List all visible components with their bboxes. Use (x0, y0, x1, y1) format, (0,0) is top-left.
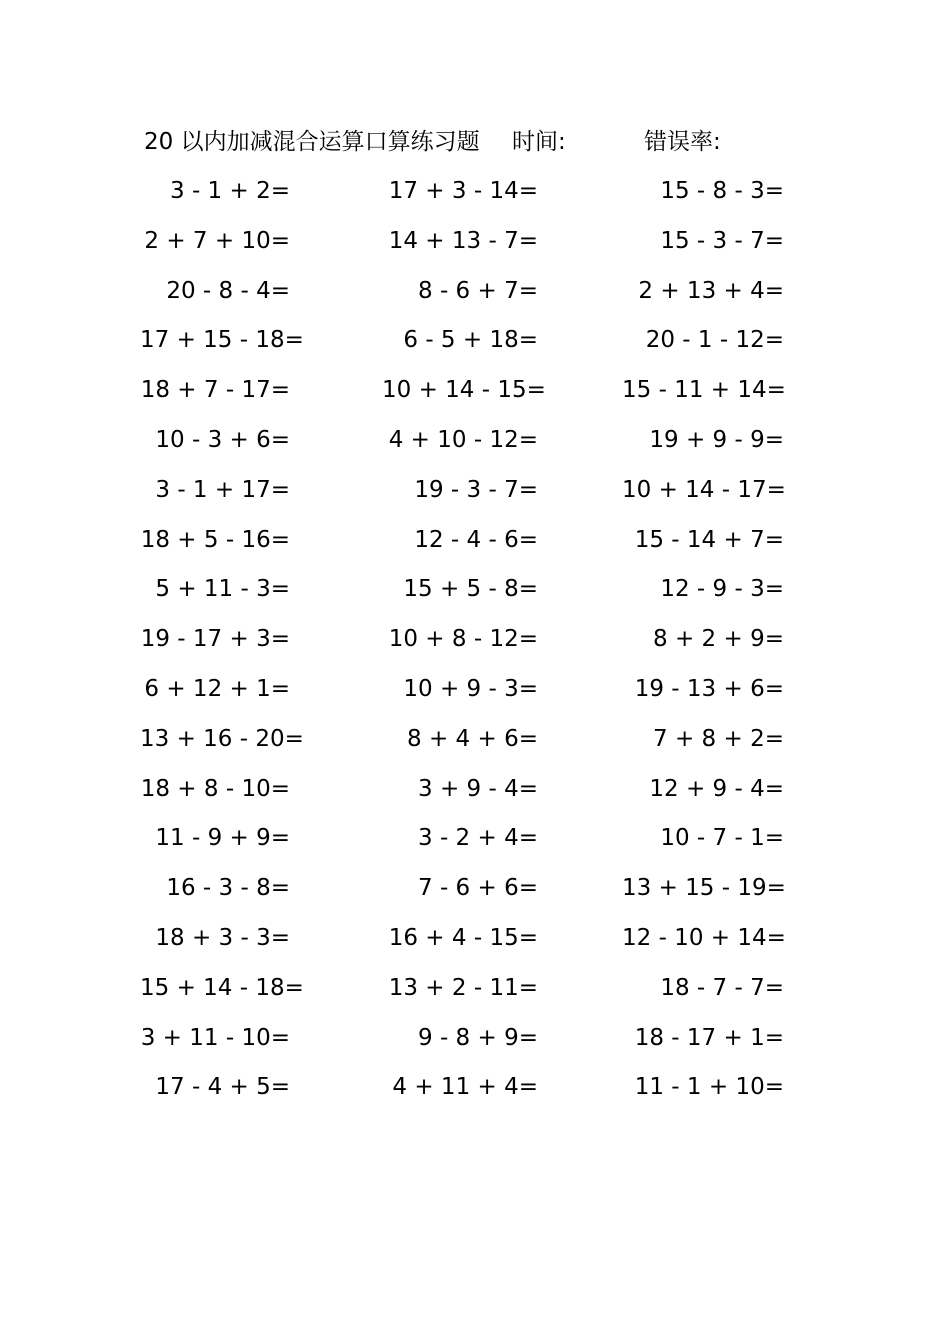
math-problem: 15 + 5 - 8= (403, 576, 538, 603)
math-problem: 12 + 9 - 4= (649, 775, 784, 802)
error-rate-label: 错误率: (644, 129, 721, 155)
math-problem: 16 - 3 - 8= (166, 875, 290, 902)
math-problem: 6 + 12 + 1= (144, 675, 290, 702)
math-problem: 3 - 2 + 4= (418, 825, 538, 852)
math-problem: 15 - 11 + 14= (622, 377, 786, 404)
math-problem: 17 + 15 - 18= (140, 327, 304, 354)
math-problem: 11 - 9 + 9= (155, 825, 290, 852)
math-problem: 6 - 5 + 18= (403, 327, 538, 354)
math-problem: 13 + 16 - 20= (140, 725, 304, 752)
math-problem: 18 + 8 - 10= (140, 775, 290, 802)
math-problem: 19 - 13 + 6= (634, 675, 784, 702)
math-problem: 3 - 1 + 17= (155, 476, 290, 503)
math-problem: 18 - 17 + 1= (634, 1024, 784, 1051)
math-problem: 7 - 6 + 6= (418, 875, 538, 902)
math-problem: 18 + 7 - 17= (140, 377, 290, 404)
math-problem: 11 - 1 + 10= (634, 1074, 784, 1101)
math-problem: 8 + 4 + 6= (407, 725, 538, 752)
problem-column-1 (140, 172, 304, 1118)
worksheet-header (144, 124, 721, 160)
math-problem: 15 - 3 - 7= (660, 227, 784, 254)
problem-column-3 (622, 172, 784, 1118)
math-problem: 19 - 17 + 3= (140, 626, 290, 653)
math-problem: 14 + 13 - 7= (388, 227, 538, 254)
math-problem: 18 - 7 - 7= (660, 974, 784, 1001)
math-problem: 19 - 3 - 7= (414, 476, 538, 503)
math-problem: 20 - 1 - 12= (645, 327, 784, 354)
math-problem: 17 - 4 + 5= (155, 1074, 290, 1101)
math-problem: 8 + 2 + 9= (653, 626, 784, 653)
math-problem: 10 - 3 + 6= (155, 426, 290, 453)
math-problem: 15 + 14 - 18= (140, 974, 304, 1001)
math-problem: 19 + 9 - 9= (649, 426, 784, 453)
math-problem: 5 + 11 - 3= (155, 576, 290, 603)
math-problem: 10 + 14 - 15= (382, 377, 546, 404)
math-problem: 18 + 5 - 16= (140, 526, 290, 553)
math-problem: 9 - 8 + 9= (418, 1024, 538, 1051)
problem-column-2 (382, 172, 546, 1118)
math-problem: 13 + 15 - 19= (622, 875, 786, 902)
math-problem: 17 + 3 - 14= (388, 178, 538, 204)
math-problem: 7 + 8 + 2= (653, 725, 784, 752)
math-problem: 10 + 14 - 17= (622, 476, 786, 503)
math-problem: 3 - 1 + 2= (170, 178, 290, 204)
math-problem: 20 - 8 - 4= (166, 277, 290, 304)
math-problem: 13 + 2 - 11= (388, 974, 538, 1001)
math-problem: 3 + 11 - 10= (140, 1024, 290, 1051)
math-problem: 15 - 8 - 3= (660, 178, 784, 204)
math-problem: 18 + 3 - 3= (155, 924, 290, 951)
math-problem: 15 - 14 + 7= (634, 526, 784, 553)
math-problem: 4 + 10 - 12= (388, 426, 538, 453)
math-problem: 4 + 11 + 4= (392, 1074, 538, 1101)
math-problem: 2 + 7 + 10= (144, 227, 290, 254)
math-problem: 12 - 4 - 6= (414, 526, 538, 553)
math-problem: 12 - 9 - 3= (660, 576, 784, 603)
math-problem: 8 - 6 + 7= (418, 277, 538, 304)
math-problem: 3 + 9 - 4= (418, 775, 538, 802)
math-problem: 10 + 8 - 12= (388, 626, 538, 653)
math-problem: 16 + 4 - 15= (388, 924, 538, 951)
time-label: 时间: (512, 129, 566, 155)
worksheet-title: 20 以内加减混合运算口算练习题 (144, 129, 480, 155)
math-problem: 10 - 7 - 1= (660, 825, 784, 852)
math-problem: 12 - 10 + 14= (622, 924, 786, 951)
math-problem: 2 + 13 + 4= (638, 277, 784, 304)
math-problem: 10 + 9 - 3= (403, 675, 538, 702)
